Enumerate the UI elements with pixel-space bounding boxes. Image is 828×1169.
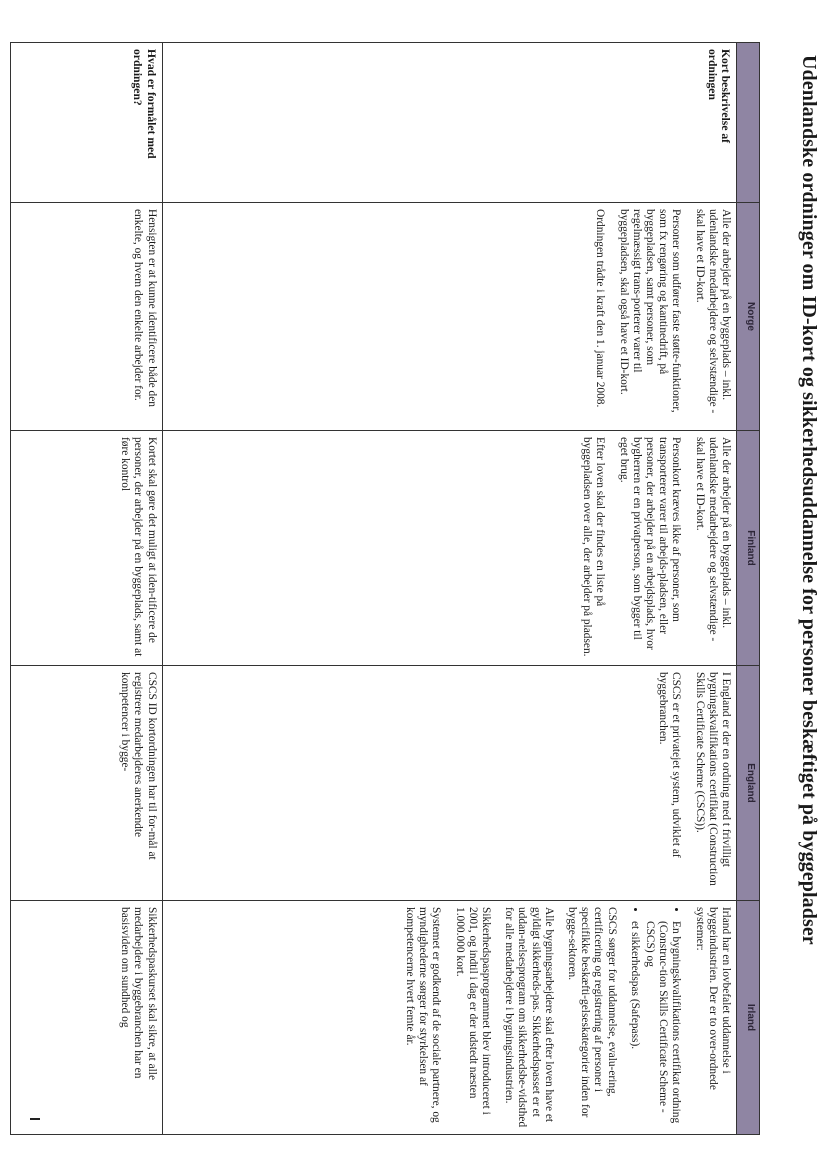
- paragraph: Personer som udfører faste støtte-funktioner, som fx rengøring og kantinedrift, på byggepladsen, samt personer, som regelmæssigt trans-porterer varer til byggepladsen, skal også have et ID-kort.: [617, 209, 683, 413]
- header-finland: Finland: [737, 431, 760, 666]
- paragraph: CSCS er et privatejet system, udviklet af byggebranchen.: [657, 672, 683, 858]
- paragraph: Alle der arbejder på en byggeplads – inkl. udenlandske medarbejdere og selvstændige - skal have et ID-kort.: [693, 437, 732, 642]
- paragraph: I England er der en ordning med t frivilligt bygningskvalifikations certifikat (Construction Skills Certificate Scheme (CSCS)).: [693, 672, 732, 886]
- list-item: • En bygningskvalifikations certifikat ordning (Construc-tion Skills Certificate Scheme - CSCS) og: [643, 921, 683, 1128]
- header-norge: Norge: [737, 203, 760, 431]
- cell-england: CSCS ID kortordningen har til for-mål at registrere medarbejderes anerkendte kompetencer i bygge-: [11, 666, 163, 901]
- paragraph: Personkort kræves ikke af personer, som transporterer varer til arbejds-pladsen, eller personer, der arbejder på en arbejdsplads, hvor bygherren er en privatperson, som bygger til eget brug.: [617, 437, 683, 650]
- comparison-table: [10, 42, 760, 1135]
- header-england: England: [737, 666, 760, 901]
- paragraph: Sikkerhedspasprogrammet blev introduceret i 2001, og indtil i dag er der udstedt næsten 1.000.000 kort.: [453, 907, 492, 1115]
- paragraph: CSCS sørger for uddannelse, evalu-ering, certificering og registrering af personer i specifikke beskæfti-gelseskategorier inden for bygge-sektoren.: [565, 907, 618, 1118]
- row-label: Hvad er formålet med ordningen?: [11, 43, 163, 203]
- cell-finland: [162, 431, 736, 666]
- cell-irland: [162, 901, 736, 1135]
- table-row: [162, 43, 736, 1135]
- paragraph: Ordningen trådte i kraft den 1. januar 2008.: [594, 209, 607, 408]
- paragraph: Efter loven skal der findes en liste på byggepladsen over alle, der arbejder på pladsen.: [581, 437, 607, 657]
- cell-norge: Hensigten er at kunne identificere både den enkelte, og hvem den enkelte arbejder for.: [11, 203, 163, 431]
- cell-england: [162, 666, 736, 901]
- scan-edge-mark: [30, 1118, 40, 1120]
- header-irland: Irland: [737, 901, 760, 1135]
- cell-norge: [162, 203, 736, 431]
- table-row: [11, 43, 163, 1135]
- paragraph: Irland har en lovbefalet uddannelse i byggeindustrien. Der er to over-ordnede systemer:: [693, 907, 732, 1090]
- list-item: • et sikkerhedspas (Safepass).: [628, 921, 641, 1128]
- bullet-list: [628, 907, 683, 1128]
- cell-irland: Sikkerhedspaskurset skal sikre, at alle medarbejdere i byggebranchen har en basisviden om sundhed og: [11, 901, 163, 1135]
- cell-finland: Kortet skal gøre det muligt at iden-tificere de personer, der arbejder på en byggeplads, samt at føre kontrol: [11, 431, 163, 666]
- header-row: [737, 43, 760, 1135]
- document-title: Udenlandske ordninger om ID-kort og sikkerhedsuddannelse for personer beskæftiget på byggepladser: [798, 55, 820, 945]
- header-corner-cell: [737, 43, 760, 203]
- paragraph: Systemet er godkendt af de sociale partnere, og myndighederne sørger for styrkelsen af kompetencerne hvert femte år.: [403, 907, 443, 1123]
- paragraph: Alle bygningsarbejdere skal efter loven have et gyldigt sikkerheds-pas. Sikkerhedspasset er et uddan-nelsesprogram om sikkerhedsbe-vidsthed for alle medarbejdere i bygningsindustrien.: [503, 907, 555, 1128]
- paragraph: Alle der arbejder på en byggeplads – inkl. udenlandske medarbejdere og selvstændige - skal have et ID-kort.: [693, 209, 732, 414]
- row-label: Kort beskrivelse af ordningen: [162, 43, 736, 203]
